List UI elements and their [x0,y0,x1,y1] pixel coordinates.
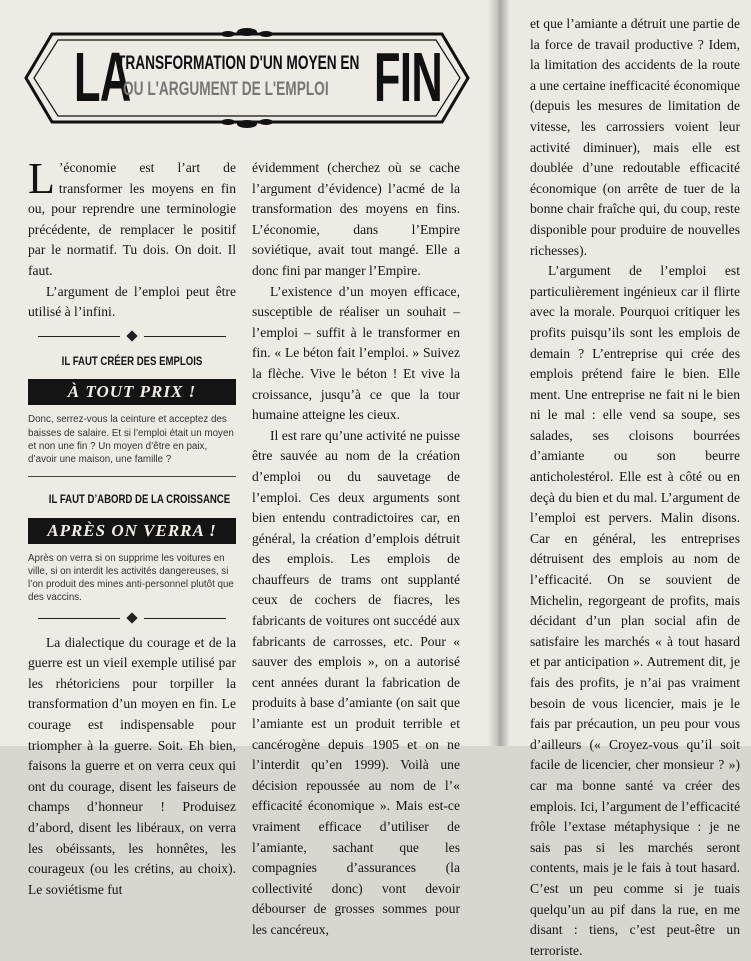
paragraph: L’existence d’un moyen efficace, susceptible de réaliser un souhait – l’emploi – suffit à le transformer en fin. « Le béton fait l’emploi. » Suivez la flèche. Vive le béton ! Et vive la croissance, jusqu’à ce que la tour humaine atteigne les cieux. [252,283,460,423]
title-big-fin: FIN [374,38,443,116]
paragraph: L’argument de l’emploi est particulièrement ingénieux car il flirte avec la morale. Pourquoi critiquer les profits puisqu’ils sont les emplois de demain ? L’entreprise qui crée des emplois prétend faire le bien. Elle ment. Une entreprise ne fait ni le bien ni le mal : elle vend sa soupe, ses salades, ses cloisons bourrées d’amiante ou son beurre anticholestérol. Elle est à côté ou en deçà du bien et du mal. L’argument de l’emploi est pervers. Malin disons. Car en général, les entreprises détruisent des emplois au nom de l’efficacité. On se souvient de Michelin, regorgeant de profits, mais décidant d’un plan social afin de satisfaire les marchés « à tout hasard et par anticipation ». Autrement dit, je fais des profits, je n’ai pas vraiment besoin de vous licencier, mais je le fais par précaution, un peu pour vous d’ailleurs (« Croyez-vous qu’il soit facile de licencier, cher monsieur ? ») car ma bonne santé va créer des emplois. Ici, l’argument de l’efficacité frôle l’extase métaphysique : je ne sais pas si les marchés seront contents, mais je le fais à tout hasard. C’est un peu comme si je tuais quelqu’un au pif dans la rue, en me disant : tiens, c’est peut-être un terroriste. [530,263,740,958]
emphasis-banner: À TOUT PRIX ! [28,379,236,405]
paragraph: et que l’amiante a détruit une partie de la force de travail productive ? Idem, la limitation des accidents de la route a une certaine inefficacité économique (depuis les mesures de limitation de vitesse, les carrossiers voient leur activité diminuer), mais elle est doublée d’une redoutable efficacité économique (on arrête de tuer de la bonne chair fraîche qui, du coup, reste disponible pour produire de nouvelles richesses). [530,16,740,258]
section-heading: IL FAUT CRÉER DES EMPLOIS [61,353,203,368]
left-column [28,154,236,900]
ornament-divider-icon [28,329,236,345]
book-gutter [488,0,510,746]
sidebar-note: Après on verra si on supprime les voitures en ville, si on interdit les activités dangereuses, si l’on produit des mines anti-personnel plutôt que des vaccins. [28,552,234,604]
title-line-1: TRANSFORMATION D'UN MOYEN EN [117,53,360,74]
ornament-divider-icon [28,611,236,627]
intro-paragraph [28,154,236,282]
sidebar-note: Donc, serrez-vous la ceinture et acceptez des baisses de salaire. Et si l’emploi était un moyen et non une fin ? Un moyen d’être en paix, d’avoir une maison, une famille ? [28,414,234,465]
paragraph: Il est rare qu’une activité ne puisse être sauvée au nom de la création d’emploi ou du sauvetage de l’emploi. Ces deux arguments sont bien entendu contradictoires car, en général, la création d’emplois détruit des emplois. Les emplois de chauffeurs de trams ont supplanté ceux de cochers de fiacres, les fabricants de voitures ont succédé aux fabricants de carrosses, etc. Pour « sauver des emplois », on a autorisé cent années durant la fabrication de produits à base d’amiante (on sait que l’amiante est un produit terrible et cancérogène depuis 1905 et on ne l’interdit qu’en 1999). Voilà une décision repoussée au nom de l’« efficacité économique ». Mais est-ce vraiment efficace d’utiliser de l’amiante, sachant que les compagnies d’assurances (la collectivité donc) vont devoir débourser de grosses sommes pour les cancéreux, [252,427,460,937]
flourish-top-icon [221,28,273,37]
section-heading: IL FAUT D’ABORD DE LA CROISSANCE [48,492,231,507]
emphasis-banner: APRÈS ON VERRA ! [28,518,236,544]
chapter-title-banner [22,28,472,128]
intro-text: ’économie est l’art de transformer les moyens en fin ou, pour reprendre une terminologie précédente, de remplacer le positif par le normatif. Tu dois. On doit. Il faut. [28,160,236,278]
paragraph: La dialectique du courage et de la guerre est un vieil exemple utilisé par les rhétoriciens pour torpiller la transformation d’un moyen en fin. Le courage est indispensable pour triompher à la guerre. Soit. Eh bien, faisons la guerre et on verra ceux qui ont du courage, disent les faiseurs de champs d’honneur ! Produisez d’abord, disent les libéraux, on verra les obéissants, les honnêtes, les courageux (ou les crétins, au choix). Le soviétisme fut [28,634,236,897]
divider-rule [28,476,236,477]
paragraph: évidemment (cherchez où se cache l’argument d’évidence) l’acmé de la transformation des moyens en fins. L’économie, dans l’Empire soviétique, avait tout mangé. Elle a donc fini par manger l’Empire. [252,160,460,278]
paragraph: L’argument de l’emploi peut être utilisé à l’infini. [28,283,236,320]
title-line-2: OU L'ARGUMENT DE L'EMPLOI [123,79,329,100]
title-big-la: LA [74,38,131,116]
flourish-bottom-icon [221,119,273,128]
middle-column [252,158,460,941]
right-column [530,14,740,961]
drop-cap: L [28,154,55,203]
